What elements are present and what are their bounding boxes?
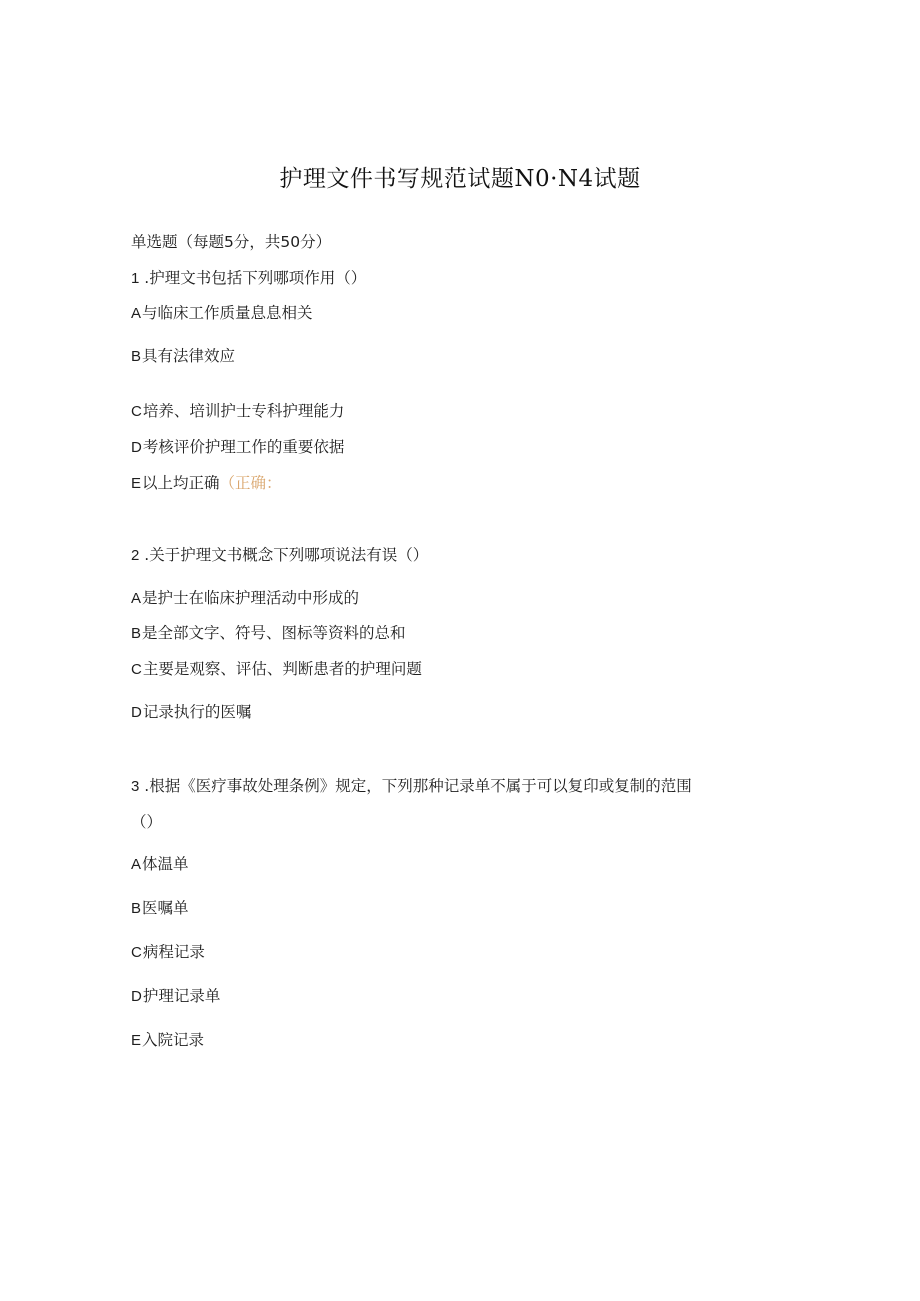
option-letter: B xyxy=(131,348,142,365)
option-letter: E xyxy=(131,1032,142,1049)
question-1-option-e xyxy=(131,473,282,494)
option-text: 是护士在临床护理活动中形成的 xyxy=(142,589,360,607)
option-text: 与临床工作质量息息相关 xyxy=(142,304,313,322)
option-letter: B xyxy=(131,625,142,642)
option-letter: A xyxy=(131,590,142,607)
option-text: 入院记录 xyxy=(142,1031,205,1049)
question-2-option-a xyxy=(131,588,359,609)
question-3-stem xyxy=(131,776,692,797)
question-2-option-d xyxy=(131,702,251,723)
option-text: 病程记录 xyxy=(142,943,205,961)
question-3-option-d xyxy=(131,986,220,1007)
question-text: .护理文书包括下列哪项作用（） xyxy=(144,269,367,287)
option-letter: D xyxy=(131,988,142,1005)
option-text: 培养、培训护士专科护理能力 xyxy=(142,402,345,420)
question-3-stem-continuation: （） xyxy=(131,813,163,831)
option-text: 是全部文字、符号、图标等资料的总和 xyxy=(142,624,406,642)
option-letter: C xyxy=(131,403,142,420)
question-3-option-b xyxy=(131,898,189,919)
question-3-option-a xyxy=(131,854,189,875)
option-text: 记录执行的医嘱 xyxy=(142,703,252,721)
option-text: 护理记录单 xyxy=(142,987,221,1005)
option-text: 以上均正确 xyxy=(142,474,220,492)
option-text: 具有法律效应 xyxy=(142,347,236,365)
question-3-option-e xyxy=(131,1030,204,1051)
question-1-stem xyxy=(131,268,366,289)
answer-note: （正确： xyxy=(219,474,282,492)
option-text: 体温单 xyxy=(142,855,189,873)
question-1-option-a xyxy=(131,303,313,324)
question-number: 2 xyxy=(131,547,140,564)
question-2-stem xyxy=(131,545,428,566)
question-1-option-b xyxy=(131,346,235,367)
question-text: .关于护理文书概念下列哪项说法有误（） xyxy=(144,546,429,564)
page-title: 护理文件书写规范试题N0·N4试题 xyxy=(279,166,641,192)
option-text: 医嘱单 xyxy=(142,899,189,917)
question-1-option-c xyxy=(131,401,344,422)
question-3-option-c xyxy=(131,942,205,963)
question-1-option-d xyxy=(131,437,344,458)
question-2-option-b xyxy=(131,623,406,644)
section-heading: 单选题（每题5分，共50分） xyxy=(131,233,332,251)
option-letter: A xyxy=(131,305,142,322)
option-letter: D xyxy=(131,704,142,721)
option-letter: A xyxy=(131,856,142,873)
question-2-option-c xyxy=(131,659,422,680)
option-letter: C xyxy=(131,944,142,961)
option-letter: D xyxy=(131,439,142,456)
option-letter: C xyxy=(131,661,142,678)
option-text: 考核评价护理工作的重要依据 xyxy=(142,438,345,456)
option-letter: E xyxy=(131,475,142,492)
option-text: 主要是观察、评估、判断患者的护理问题 xyxy=(142,660,422,678)
question-text: .根据《医疗事故处理条例》规定，下列那种记录单不属于可以复印或复制的范围 xyxy=(144,777,692,795)
question-number: 3 xyxy=(131,778,140,795)
option-letter: B xyxy=(131,900,142,917)
question-number: 1 xyxy=(131,270,140,287)
